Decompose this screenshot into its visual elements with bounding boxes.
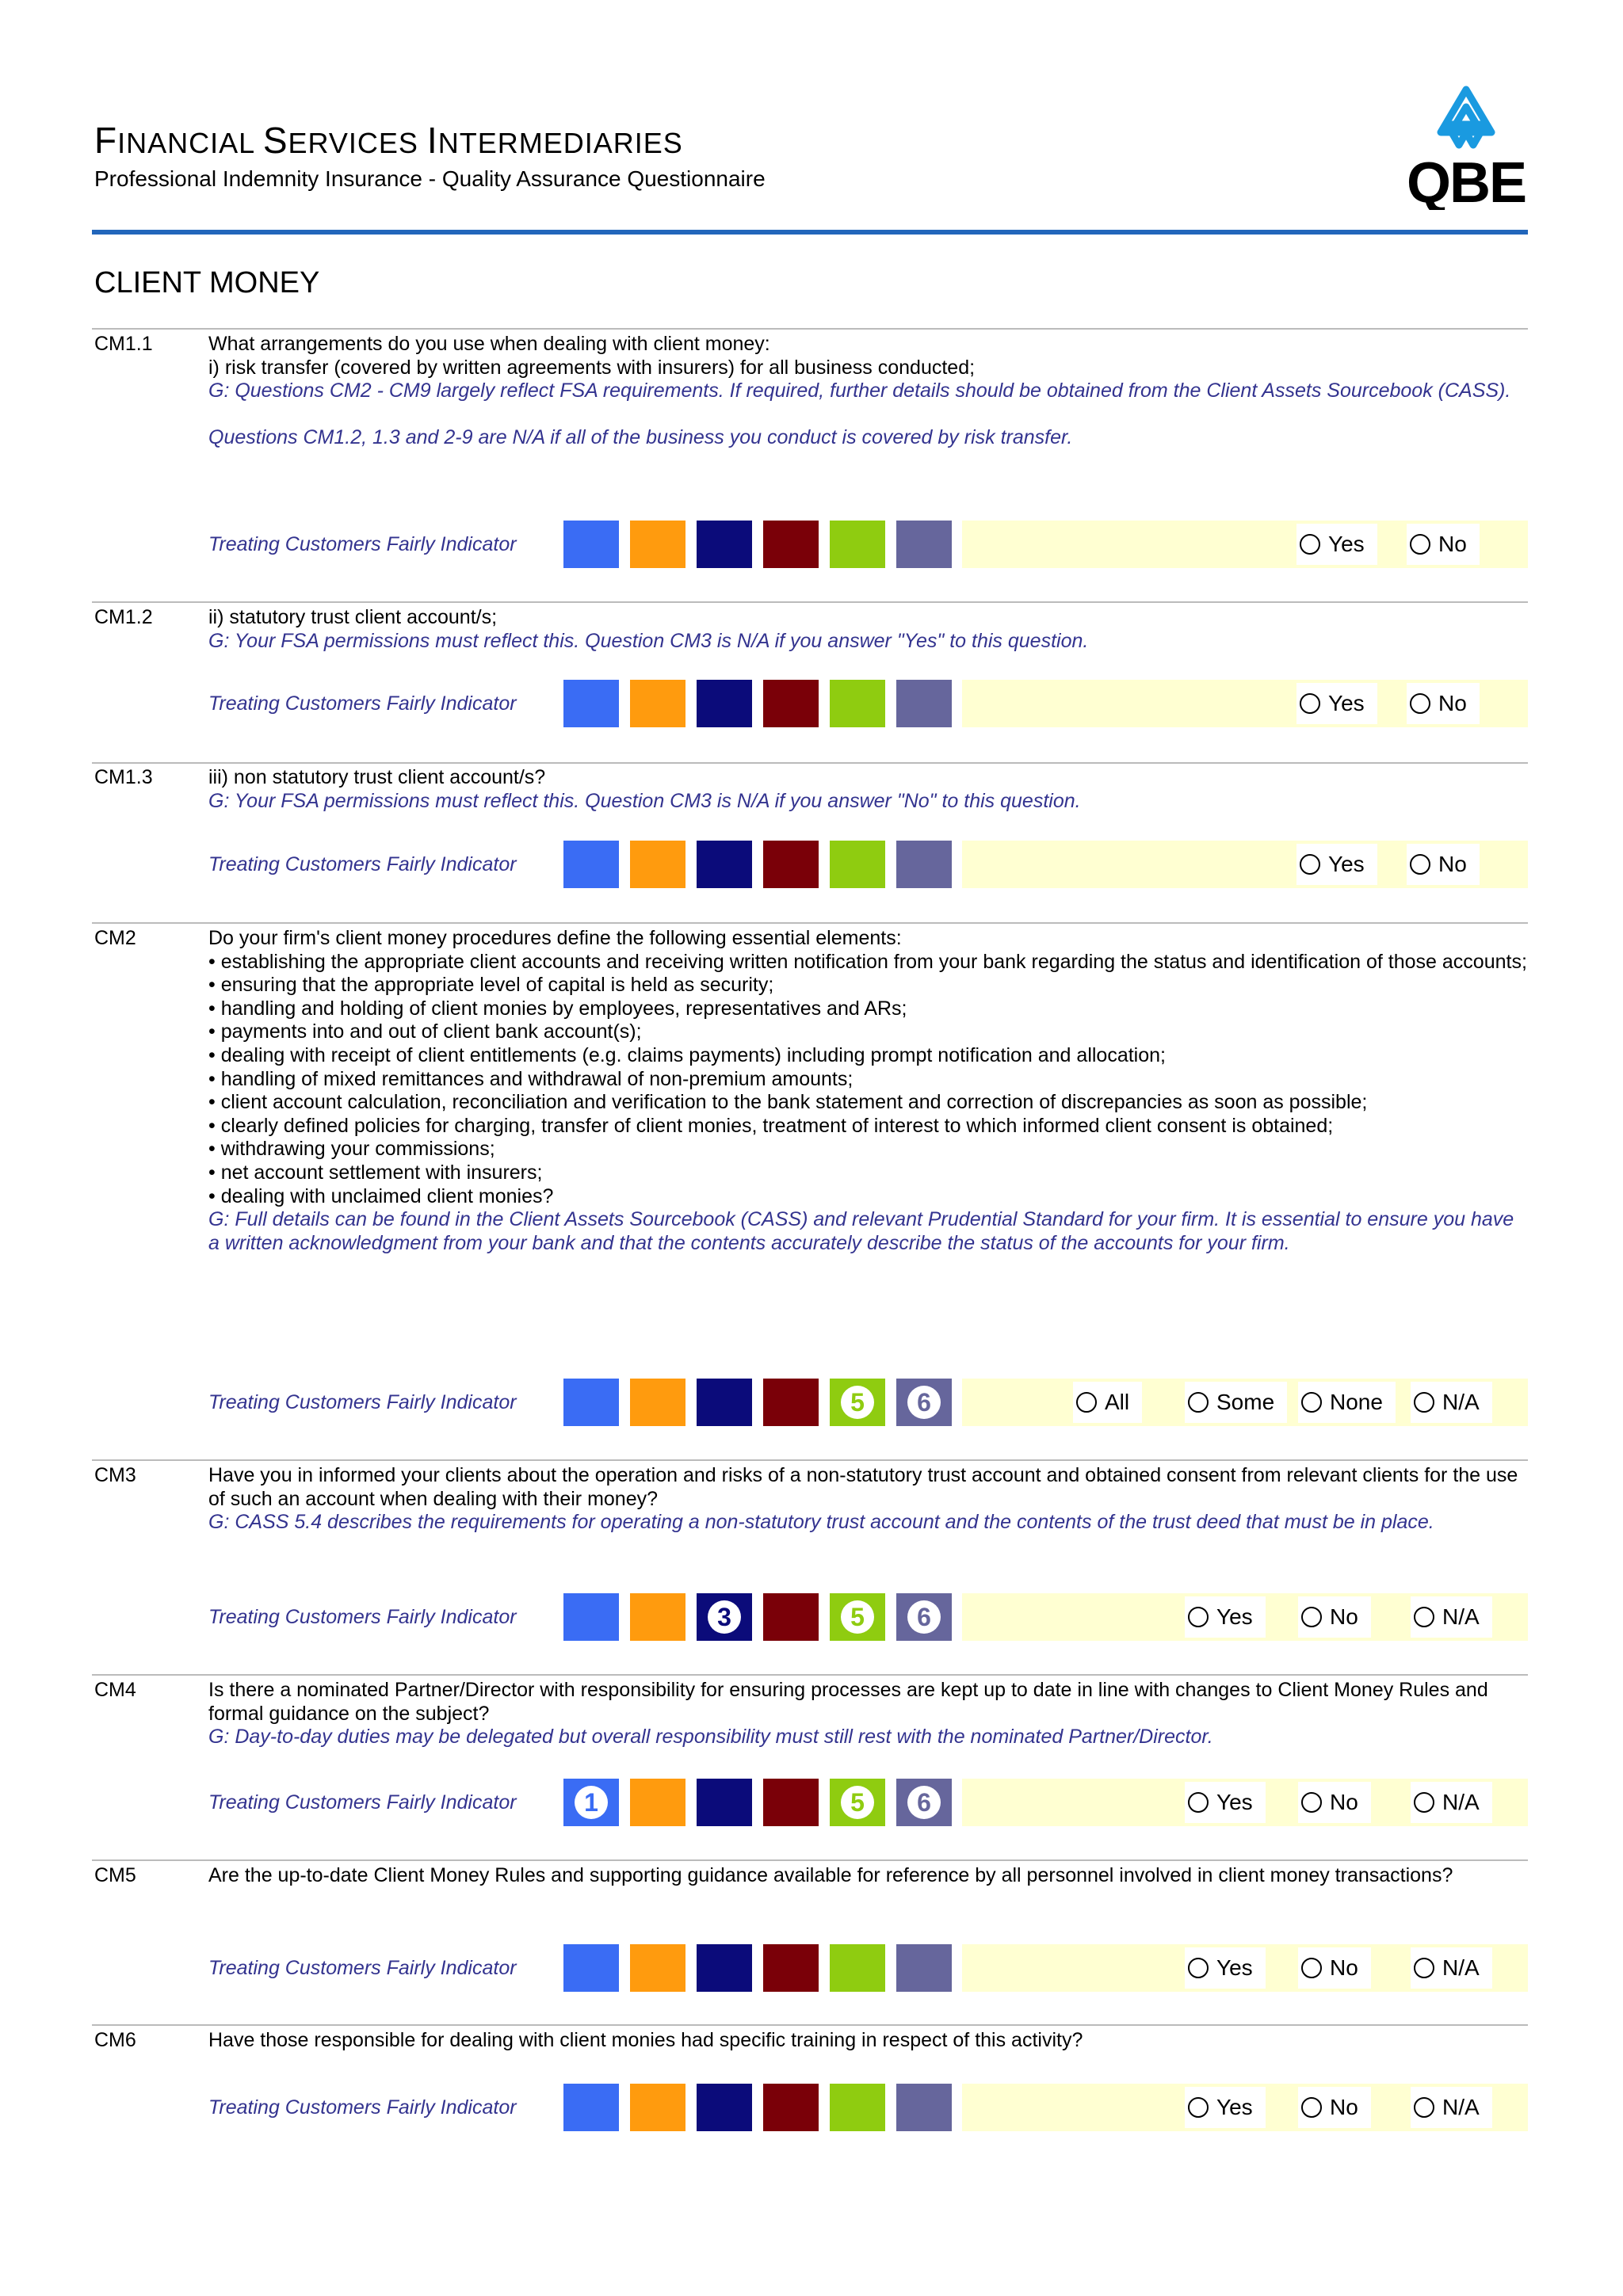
question-divider — [92, 2024, 1528, 2026]
tcf-indicator-number: 3 — [708, 1600, 741, 1634]
section-title: CLIENT MONEY — [94, 266, 320, 299]
radio-button[interactable] — [1301, 1958, 1322, 1978]
answer-option-yes[interactable] — [1185, 1947, 1266, 1989]
tcf-indicator-label: Treating Customers Fairly Indicator — [208, 1606, 517, 1628]
question-id: CM1.3 — [94, 766, 153, 788]
form-title — [94, 119, 683, 162]
tcf-indicator-square — [563, 521, 619, 568]
answer-option-no[interactable] — [1407, 844, 1480, 885]
question-text — [208, 1679, 1528, 1749]
radio-button[interactable] — [1300, 693, 1320, 714]
question-line: What arrangements do you use when dealing with client money: — [208, 333, 770, 355]
radio-button[interactable] — [1076, 1392, 1097, 1413]
title-part: INTERMEDIARIES — [426, 120, 683, 161]
option-label: No — [1330, 2095, 1358, 2119]
question-divider — [92, 328, 1528, 330]
question-line: • net account settlement with insurers; — [208, 1161, 543, 1184]
tcf-indicator-square — [763, 680, 819, 727]
tcf-indicator-square — [830, 841, 885, 888]
answer-option-no[interactable] — [1298, 1782, 1371, 1823]
radio-button[interactable] — [1301, 1392, 1322, 1413]
tcf-indicator-square — [896, 1779, 952, 1826]
question-line: Do your firm's client money procedures define the following essential elements: — [208, 927, 902, 949]
tcf-indicator-square — [630, 2084, 685, 2131]
question-line: ii) statutory trust client account/s; — [208, 606, 498, 628]
option-label: N/A — [1442, 1604, 1480, 1629]
radio-button[interactable] — [1188, 1958, 1209, 1978]
tcf-indicator-label: Treating Customers Fairly Indicator — [208, 692, 517, 715]
answer-option-none[interactable] — [1298, 1382, 1396, 1423]
question-line: • dealing with receipt of client entitlements (e.g. claims payments) including prompt notification and allocation; — [208, 1043, 1166, 1066]
question-line: • withdrawing your commissions; — [208, 1138, 495, 1161]
tcf-indicator-number: 6 — [907, 1600, 941, 1634]
radio-button[interactable] — [1188, 1392, 1209, 1413]
option-label: No — [1330, 1955, 1358, 1980]
tcf-indicator-label: Treating Customers Fairly Indicator — [208, 533, 517, 555]
question-divider — [92, 601, 1528, 603]
tcf-indicator-square — [896, 680, 952, 727]
tcf-indicator-number: 6 — [907, 1786, 941, 1819]
question-line: Is there a nominated Partner/Director with responsibility for ensuring processes are kept up to date in line with changes to Client Money Rules and formal guidance on the subject? — [208, 1679, 1488, 1725]
tcf-indicator-square — [896, 841, 952, 888]
tcf-indicator-square — [563, 1779, 619, 1826]
question-id: CM1.1 — [94, 333, 153, 355]
tcf-indicator-square — [763, 2084, 819, 2131]
question-line: • client account calculation, reconciliation and verification to the bank statement and correction of discrepancies as soon as possible; — [208, 1091, 1368, 1114]
question-line: Are the up-to-date Client Money Rules and supporting guidance available for reference by all personnel involved in client money transactions? — [208, 1864, 1453, 1886]
tcf-indicator-square — [630, 1944, 685, 1992]
question-line: Have those responsible for dealing with client monies had specific training in respect of this activity? — [208, 2029, 1083, 2051]
tcf-indicator-square — [830, 1779, 885, 1826]
option-label: N/A — [1442, 1955, 1480, 1980]
guidance-text: G: CASS 5.4 describes the requirements for operating a non-statutory trust account and the contents of the trust deed that must be in place. — [208, 1511, 1434, 1534]
question-id: CM4 — [94, 1679, 136, 1701]
answer-option-no[interactable] — [1298, 1596, 1371, 1638]
title-part: FINANCIAL — [94, 120, 263, 161]
tcf-indicator-square — [563, 680, 619, 727]
radio-button[interactable] — [1301, 2097, 1322, 2118]
tcf-indicator-square — [763, 841, 819, 888]
answer-option-yes[interactable] — [1185, 1782, 1266, 1823]
tcf-indicator-square — [830, 521, 885, 568]
tcf-indicator-square — [763, 1379, 819, 1426]
radio-button[interactable] — [1414, 1607, 1434, 1627]
question-line: • ensuring that the appropriate level of capital is held as security; — [208, 974, 774, 997]
option-label: All — [1105, 1390, 1130, 1414]
tcf-indicator-label: Treating Customers Fairly Indicator — [208, 1791, 517, 1814]
tcf-indicator-square — [896, 1593, 952, 1641]
tcf-indicator-square — [630, 1779, 685, 1826]
question-line: iii) non statutory trust client account/s? — [208, 766, 546, 788]
question-line: • handling and holding of client monies by employees, representatives and ARs; — [208, 997, 907, 1020]
answer-option-yes[interactable] — [1296, 683, 1377, 724]
guidance-text: G: Questions CM2 - CM9 largely reflect FSA requirements. If required, further details should be obtained from the Client Assets Sourcebook (CASS). — [208, 379, 1511, 402]
tcf-indicator-square — [763, 1779, 819, 1826]
tcf-indicator-square — [896, 2084, 952, 2131]
question-id: CM3 — [94, 1464, 136, 1486]
answer-option-na[interactable] — [1411, 1382, 1492, 1423]
question-line: i) risk transfer (covered by written agreements with insurers) for all business conducted; — [208, 356, 976, 379]
tcf-indicator-label: Treating Customers Fairly Indicator — [208, 2096, 517, 2119]
tcf-indicator-square — [630, 841, 685, 888]
radio-button[interactable] — [1188, 1792, 1209, 1813]
question-text — [208, 766, 1528, 813]
answer-option-na[interactable] — [1411, 1947, 1492, 1989]
question-text — [208, 606, 1528, 653]
tcf-indicator-square — [630, 1379, 685, 1426]
question-divider — [92, 1459, 1528, 1461]
guidance-text: G: Your FSA permissions must reflect this. Question CM3 is N/A if you answer "Yes" to this question. — [208, 629, 1089, 652]
option-label: Yes — [1328, 691, 1365, 715]
answer-option-no[interactable] — [1298, 2087, 1371, 2128]
radio-button[interactable] — [1414, 2097, 1434, 2118]
question-id: CM5 — [94, 1864, 136, 1886]
tcf-indicator-square — [563, 841, 619, 888]
radio-button[interactable] — [1300, 854, 1320, 875]
question-line: • handling of mixed remittances and withdrawal of non-premium amounts; — [208, 1067, 854, 1090]
answer-option-na[interactable] — [1411, 1782, 1492, 1823]
option-label: No — [1438, 691, 1467, 715]
guidance-text: G: Full details can be found in the Client Assets Sourcebook (CASS) and relevant Prudential Standard for your firm. It is essential to ensure you have a written acknowledgment from your bank and that the contents accurately describe the status of the accounts for your firm. — [208, 1208, 1514, 1254]
option-label: Yes — [1216, 2095, 1253, 2119]
question-divider — [92, 762, 1528, 764]
tcf-indicator-square — [697, 1944, 752, 1992]
radio-button[interactable] — [1414, 1958, 1434, 1978]
tcf-indicator-number: 5 — [841, 1600, 874, 1634]
question-text — [208, 1864, 1528, 1888]
tcf-indicator-label: Treating Customers Fairly Indicator — [208, 853, 517, 875]
option-label: N/A — [1442, 1390, 1480, 1414]
option-label: Yes — [1216, 1604, 1253, 1629]
answer-option-yes[interactable] — [1296, 524, 1377, 565]
guidance-text: Questions CM1.2, 1.3 and 2-9 are N/A if all of the business you conduct is covered by risk transfer. — [208, 426, 1073, 449]
tcf-indicator-square — [630, 680, 685, 727]
tcf-indicator-square — [896, 1379, 952, 1426]
tcf-indicator-square — [563, 1944, 619, 1992]
tcf-indicator-square — [830, 1593, 885, 1641]
tcf-indicator-square — [630, 521, 685, 568]
radio-button[interactable] — [1188, 2097, 1209, 2118]
question-id: CM1.2 — [94, 606, 153, 628]
answer-option-na[interactable] — [1411, 1596, 1492, 1638]
question-id: CM6 — [94, 2029, 136, 2051]
tcf-indicator-square — [830, 1944, 885, 1992]
guidance-text — [208, 403, 1528, 427]
tcf-indicator-label: Treating Customers Fairly Indicator — [208, 1957, 517, 1979]
tcf-indicator-square — [697, 1779, 752, 1826]
radio-button[interactable] — [1301, 1792, 1322, 1813]
answer-option-no[interactable] — [1407, 524, 1480, 565]
option-label: No — [1330, 1604, 1358, 1629]
guidance-text: G: Your FSA permissions must reflect this. Question CM3 is N/A if you answer "No" to this question. — [208, 789, 1081, 812]
option-label: N/A — [1442, 2095, 1480, 2119]
option-label: No — [1438, 532, 1467, 556]
answer-option-some[interactable] — [1185, 1382, 1287, 1423]
option-label: No — [1330, 1790, 1358, 1814]
option-label: Yes — [1328, 532, 1365, 556]
question-divider — [92, 922, 1528, 924]
option-label: Yes — [1216, 1790, 1253, 1814]
tcf-indicator-number: 5 — [841, 1386, 874, 1419]
answer-option-yes[interactable] — [1185, 2087, 1266, 2128]
radio-button[interactable] — [1410, 854, 1430, 875]
form-subtitle: Professional Indemnity Insurance - Quality Assurance Questionnaire — [94, 166, 766, 191]
question-line: • clearly defined policies for charging, transfer of client monies, treatment of interest to which informed client consent is obtained; — [208, 1114, 1334, 1137]
tcf-indicator-square — [630, 1593, 685, 1641]
tcf-indicator-label: Treating Customers Fairly Indicator — [208, 1391, 517, 1413]
question-divider — [92, 1674, 1528, 1676]
radio-button[interactable] — [1301, 1607, 1322, 1627]
radio-button[interactable] — [1410, 534, 1430, 555]
qbe-logo — [1403, 83, 1529, 210]
answer-option-yes[interactable] — [1185, 1596, 1266, 1638]
tcf-indicator-number: 1 — [575, 1786, 608, 1819]
radio-button[interactable] — [1414, 1792, 1434, 1813]
tcf-indicator-square — [763, 1944, 819, 1992]
question-id: CM2 — [94, 927, 136, 949]
radio-button[interactable] — [1410, 693, 1430, 714]
title-part: SERVICES — [262, 120, 427, 161]
tcf-indicator-square — [830, 680, 885, 727]
question-line: • dealing with unclaimed client monies? — [208, 1184, 554, 1207]
tcf-indicator-number: 6 — [907, 1386, 941, 1419]
tcf-indicator-square — [763, 521, 819, 568]
question-text — [208, 927, 1528, 1255]
question-line: • establishing the appropriate client accounts and receiving written notification from your bank regarding the status and identification of those accounts; — [208, 950, 1527, 973]
tcf-indicator-square — [697, 680, 752, 727]
tcf-indicator-square — [697, 841, 752, 888]
option-label: No — [1438, 852, 1467, 876]
answer-option-yes[interactable] — [1296, 844, 1377, 885]
tcf-indicator-square — [830, 2084, 885, 2131]
tcf-indicator-square — [697, 1593, 752, 1641]
answer-option-all[interactable] — [1073, 1382, 1142, 1423]
question-line: • payments into and out of client bank account(s); — [208, 1020, 642, 1043]
question-line: Have you in informed your clients about the operation and risks of a non-statutory trust account and obtained consent from relevant clients for the use of such an account when dealing with their money? — [208, 1464, 1518, 1510]
tcf-indicator-square — [697, 2084, 752, 2131]
answer-option-no[interactable] — [1407, 683, 1480, 724]
tcf-indicator-square — [563, 2084, 619, 2131]
option-label: Yes — [1328, 852, 1365, 876]
tcf-indicator-square — [763, 1593, 819, 1641]
option-label: Some — [1216, 1390, 1275, 1414]
tcf-indicator-square — [563, 1593, 619, 1641]
tcf-indicator-square — [697, 521, 752, 568]
tcf-indicator-square — [563, 1379, 619, 1426]
qbe-emblem-icon — [1403, 83, 1529, 210]
question-divider — [92, 1859, 1528, 1861]
header-rule — [92, 230, 1528, 235]
question-text — [208, 1464, 1528, 1535]
option-label: N/A — [1442, 1790, 1480, 1814]
tcf-indicator-square — [896, 521, 952, 568]
tcf-indicator-square — [896, 1944, 952, 1992]
option-label: None — [1330, 1390, 1383, 1414]
option-label: Yes — [1216, 1955, 1253, 1980]
question-text — [208, 2029, 1528, 2053]
answer-option-no[interactable] — [1298, 1947, 1371, 1989]
answer-option-na[interactable] — [1411, 2087, 1492, 2128]
guidance-text: G: Day-to-day duties may be delegated but overall responsibility must still rest with the nominated Partner/Director. — [208, 1726, 1213, 1749]
question-text — [208, 333, 1528, 450]
radio-button[interactable] — [1188, 1607, 1209, 1627]
qbe-wordmark: QBE — [1406, 151, 1526, 210]
radio-button[interactable] — [1300, 534, 1320, 555]
tcf-indicator-square — [830, 1379, 885, 1426]
tcf-indicator-square — [697, 1379, 752, 1426]
radio-button[interactable] — [1414, 1392, 1434, 1413]
tcf-indicator-number: 5 — [841, 1786, 874, 1819]
